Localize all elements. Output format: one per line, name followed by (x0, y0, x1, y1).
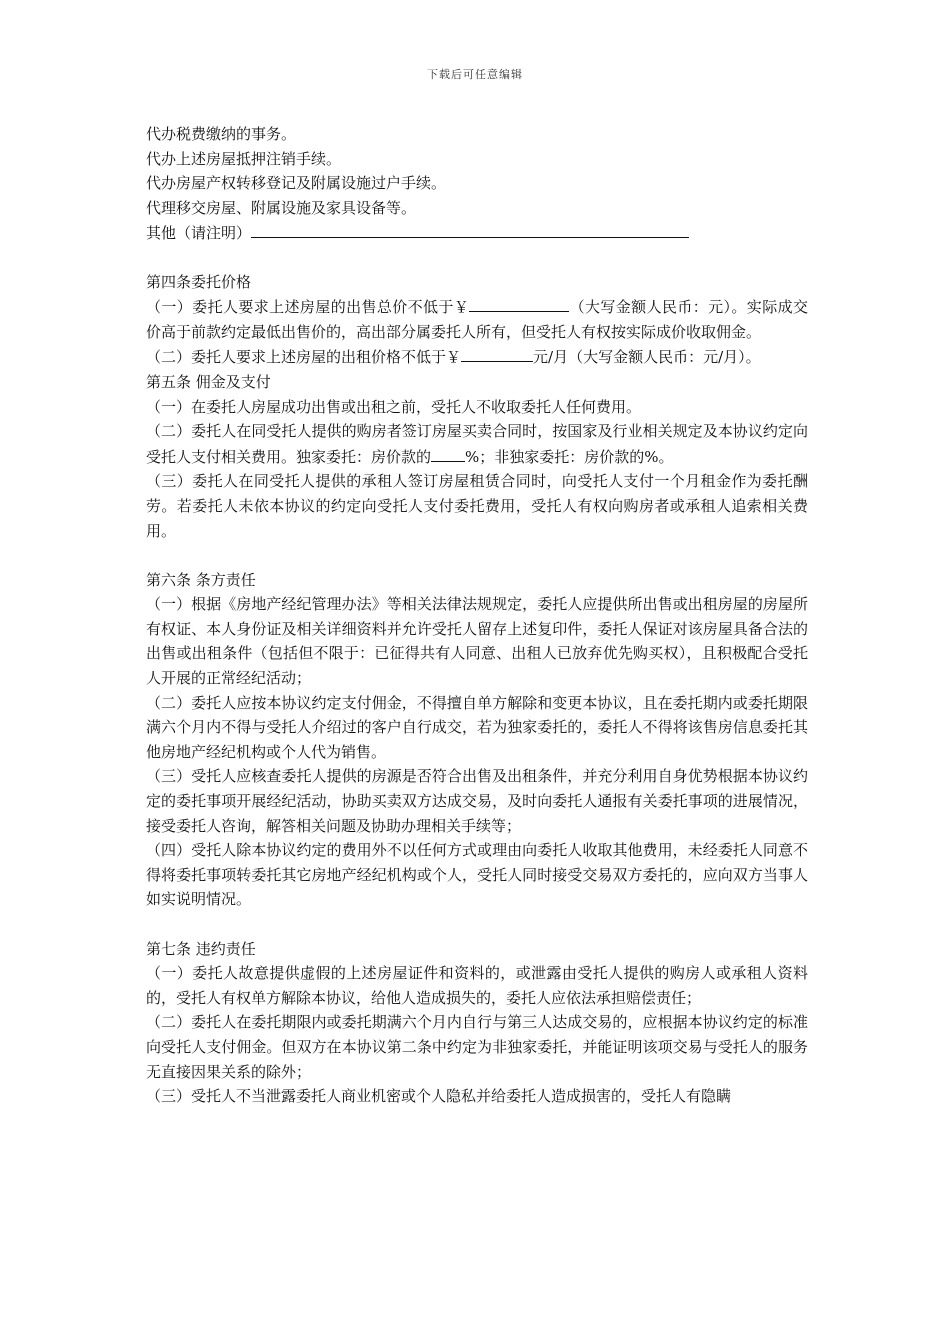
article-6-para: （二）委托人应按本协议约定支付佣金，不得擅自单方解除和变更本协议，且在委托期内或委托期限满六个月内不得与受托人介绍过的客户自行成交，若为独家委托的，委托人不得将该售房信息委托其他房地产经纪机构或个人代为销售。 (146, 693, 808, 761)
article-7-para: （二）委托人在委托期限内或委托期满六个月内自行与第三人达成交易的，应根据本协议约定的标准向受托人支付佣金。但双方在本协议第二条中约定为非独家委托，并能证明该项交易与受托人的服务无直接因果关系的除外； (146, 1013, 808, 1081)
service-item: 代理移交房屋、附属设施及家具设备等。 (146, 198, 417, 217)
article-4-para-1-text-rest: （大写金额人民币：元）。实际成交价高于前款约定最低出售价的，高出部分属委托人所有，但受托人有权按实际成价收取佣金。 (146, 298, 808, 341)
article-6-title: 第六条 条方责任 (146, 570, 256, 589)
article-4-para-1 (146, 294, 808, 344)
article-7-para: （一）委托人故意提供虚假的上述房屋证件和资料的，或泄露由受托人提供的购房人或承租人资料的，受托人有权单方解除本协议，给他人造成损失的，委托人应依法承担赔偿责任； (146, 964, 808, 1007)
article-5-para-3: （三）委托人在同受托人提供的承租人签订房屋租赁合同时，向受托人支付一个月租金作为委托酬劳。若委托人未依本协议的约定向受托人支付委托费用，受托人有权向购房者或承租人追索相关费用。 (146, 472, 808, 540)
article-6-para: （一）根据《房地产经纪管理办法》等相关法律法规规定，委托人应提供所出售或出租房屋的房屋所有权证、本人身份证及相关详细资料并允许受托人留存上述复印件，委托人保证对该房屋具备合法的出售或出租条件（包括但不限于：已征得共有人同意、出租人已放弃优先购买权），且积极配合受托人开展的正常经纪活动； (146, 595, 808, 688)
article-4-para-2-text: （二）委托人要求上述房屋的出租价格不低于￥ (146, 348, 462, 367)
article-5-para-2-text-rest: %；非独家委托：房价款的%。 (465, 447, 674, 466)
article-4-para-2 (146, 344, 808, 370)
service-item: 代办税费缴纳的事务。 (146, 125, 297, 143)
article-5-para-1: （一）在委托人房屋成功出售或出租之前，受托人不收取委托人任何费用。 (146, 397, 642, 416)
page-header: 下载后可任意编辑 (427, 68, 523, 81)
document-body (146, 122, 808, 1109)
article-6-para: （四）受托人除本协议约定的费用外不以任何方式或理由向委托人收取其他费用，未经委托人同意不得将委托事项转委托其它房地产经纪机构或个人，受托人同时接受交易双方委托的，应向双方当事人如实说明情况。 (146, 841, 808, 909)
rent-price-blank[interactable] (461, 344, 533, 362)
article-4-para-2-text-rest: 元/月（大写金额人民币：元/月）。 (533, 348, 761, 367)
article-7-para: （三）受托人不当泄露委托人商业机密或个人隐私并给委托人造成损害的，受托人有隐瞒 (146, 1087, 732, 1106)
service-item: 代办房屋产权转移登记及附属设施过户手续。 (146, 174, 447, 193)
service-item: 代办上述房屋抵押注销手续。 (146, 149, 342, 168)
other-service-item (146, 220, 808, 245)
other-label: 其他（请注明） (146, 224, 252, 243)
article-7-title: 第七条 违约责任 (146, 939, 256, 958)
other-fill-blank[interactable] (251, 220, 689, 238)
article-5-para-2-text: （二）委托人在同受托人提供的购房者签订房屋买卖合同时，按国家及行业相关规定及本协议约定向受托人支付相关费用。独家委托：房价款的 (146, 422, 808, 466)
article-6-para: （三）受托人应核查委托人提供的房源是否符合出售及出租条件，并充分利用自身优势根据本协议约定的委托事项开展经纪活动，协助买卖双方达成交易，及时向委托人通报有关委托事项的进展情况，接受委托人咨询，解答相关问题及协助办理相关手续等； (146, 767, 808, 835)
sale-price-blank[interactable] (469, 294, 569, 312)
article-4-title: 第四条委托价格 (146, 272, 252, 291)
article-5-para-2 (146, 419, 808, 469)
exclusive-percent-blank[interactable] (431, 444, 465, 462)
article-5-title: 第五条 佣金及支付 (146, 372, 271, 391)
article-4-para-1-text: （一）委托人要求上述房屋的出售总价不低于￥ (146, 298, 470, 317)
